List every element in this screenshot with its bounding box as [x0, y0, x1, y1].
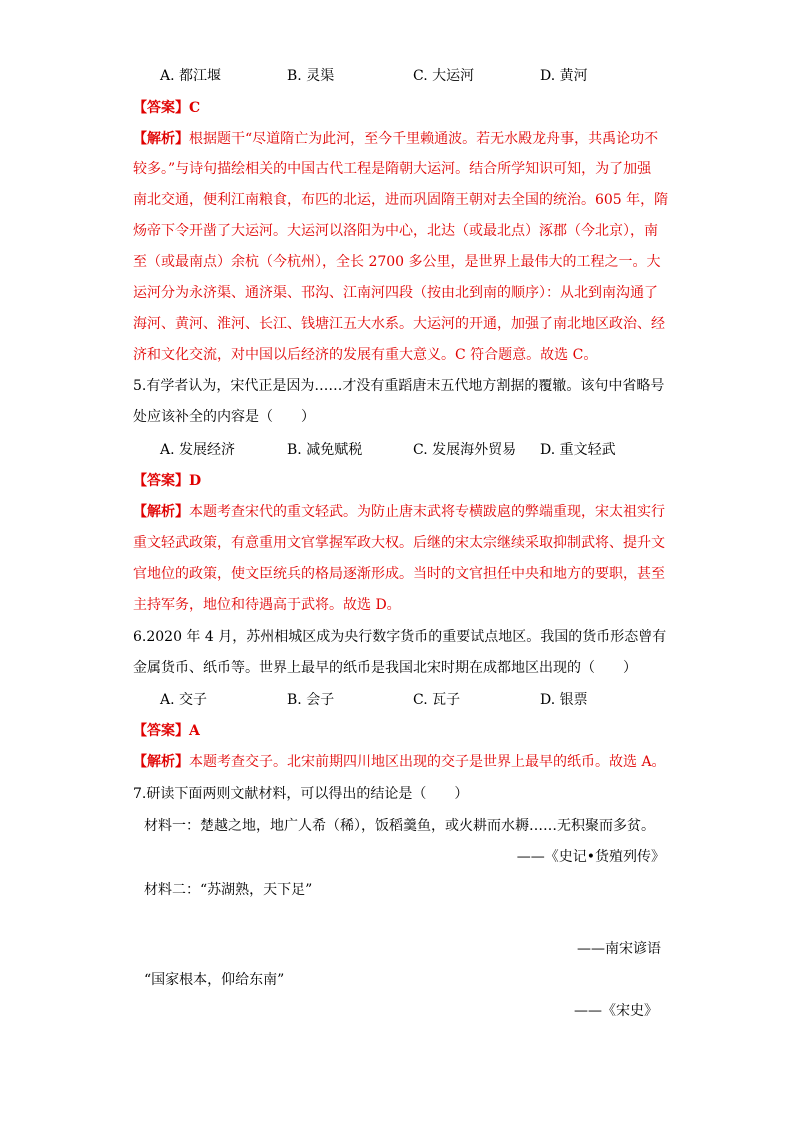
- analysis-tag: 【解析】: [133, 131, 189, 147]
- q7-source1: ——《史记•货殖列传》: [516, 849, 665, 865]
- analysis-line: 至（或最南点）余杭（今杭州），全长 2700 多公里，是世界上最伟大的工程之一。大: [133, 254, 661, 270]
- analysis-line: 海河、黄河、淮河、长江、钱塘江五大水系。大运河的开通，加强了南北地区政治、经: [133, 316, 665, 332]
- q6-option-d: D. 银票: [540, 692, 588, 708]
- q7-material1: 材料一：楚越之地，地广人希（稀），饭稻羹鱼，或火耕而水耨……无积聚而多贫。: [144, 818, 655, 834]
- analysis-line: 主持军务，地位和待遇高于武将。故选 D。: [133, 597, 401, 613]
- analysis-tag: 【解析】: [133, 754, 189, 770]
- q5-answer: [133, 471, 201, 491]
- answer-tag: 【答案】: [133, 100, 189, 116]
- q4-option-d: D. 黄河: [540, 68, 588, 84]
- q6-option-c: C. 瓦子: [413, 692, 461, 708]
- q7-source2: ——南宋谚语: [577, 941, 661, 957]
- q5-option-d: D. 重文轻武: [540, 442, 616, 458]
- analysis-line: 较多。”与诗句描绘相关的中国古代工程是隋朝大运河。结合所学知识可知，为了加强: [133, 161, 652, 177]
- q6-analysis: [133, 752, 666, 772]
- answer-tag: 【答案】: [133, 723, 189, 739]
- q6-option-b: B. 会子: [287, 692, 335, 708]
- q5-option-c: C. 发展海外贸易: [413, 442, 517, 458]
- analysis-line: 南北交通，便利江南粮食，布匹的北运，进而巩固隋王朝对去全国的统治。605 年，隋: [133, 192, 669, 208]
- q4-answer: [133, 98, 200, 118]
- analysis-line: 炀帝下令开凿了大运河。大运河以洛阳为中心，北达（或最北点）涿郡（今北京），南: [133, 223, 658, 239]
- analysis-line: [133, 129, 658, 149]
- q7-quote3: “国家根本，仰给东南”: [144, 972, 285, 988]
- answer-tag: 【答案】: [133, 473, 189, 489]
- q7-source3: ——《宋史》: [574, 1003, 658, 1019]
- q4-option-c: C. 大运河: [413, 68, 475, 84]
- answer-value: A: [189, 723, 200, 739]
- analysis-line: 重文轻武政策，有意重用文官掌握军政大权。后继的宋太宗继续采取抑制武将、提升文: [133, 535, 665, 551]
- question-line: 金属货币、纸币等。世界上最早的纸币是我国北宋时期在成都地区出现的（ ）: [133, 660, 637, 676]
- answer-value: C: [189, 100, 201, 116]
- q7-material2: 材料二：“苏湖熟，天下足”: [144, 882, 313, 898]
- analysis-text: 根据题干“尽道隋亡为此河，至今千里赖通波。若无水殿龙舟事，共禹论功不: [189, 131, 659, 147]
- analysis-text: 本题考查交子。北宋前期四川地区出现的交子是世界上最早的纸币。故选 A。: [189, 754, 666, 770]
- analysis-tag: 【解析】: [133, 504, 189, 520]
- q4-option-a: A. 都江堰: [160, 68, 222, 84]
- q5-option-b: B. 减免赋税: [287, 442, 363, 458]
- q6-answer: [133, 721, 200, 741]
- question-line: 处应该补全的内容是（ ）: [133, 409, 315, 425]
- analysis-line: 运河分为永济渠、通济渠、邗沟、江南河四段（按由北到南的顺序）：从北到南沟通了: [133, 285, 658, 301]
- q4-option-b: B. 灵渠: [287, 68, 335, 84]
- q5-option-a: A. 发展经济: [160, 442, 236, 458]
- analysis-line: 济和文化交流，对中国以后经济的发展有重大意义。C 符合题意。故选 C。: [133, 347, 598, 363]
- q7-question: 7.研读下面两则文献材料，可以得出的结论是（ ）: [133, 786, 469, 802]
- question-line: 5.有学者认为，宋代正是因为……才没有重蹈唐末五代地方割据的覆辙。该句中省略号: [133, 378, 665, 394]
- answer-value: D: [189, 473, 202, 489]
- analysis-line: 官地位的政策，使文臣统兵的格局逐渐形成。当时的文官担任中央和地方的要职，甚至: [133, 566, 665, 582]
- analysis-line: [133, 502, 665, 522]
- question-line: 6.2020 年 4 月，苏州相城区成为央行数字货币的重要试点地区。我国的货币形态曾有: [133, 629, 667, 645]
- q6-option-a: A. 交子: [160, 692, 208, 708]
- analysis-text: 本题考查宋代的重文轻武。为防止唐末武将专横跋扈的弊端重现，宋太祖实行: [189, 504, 665, 520]
